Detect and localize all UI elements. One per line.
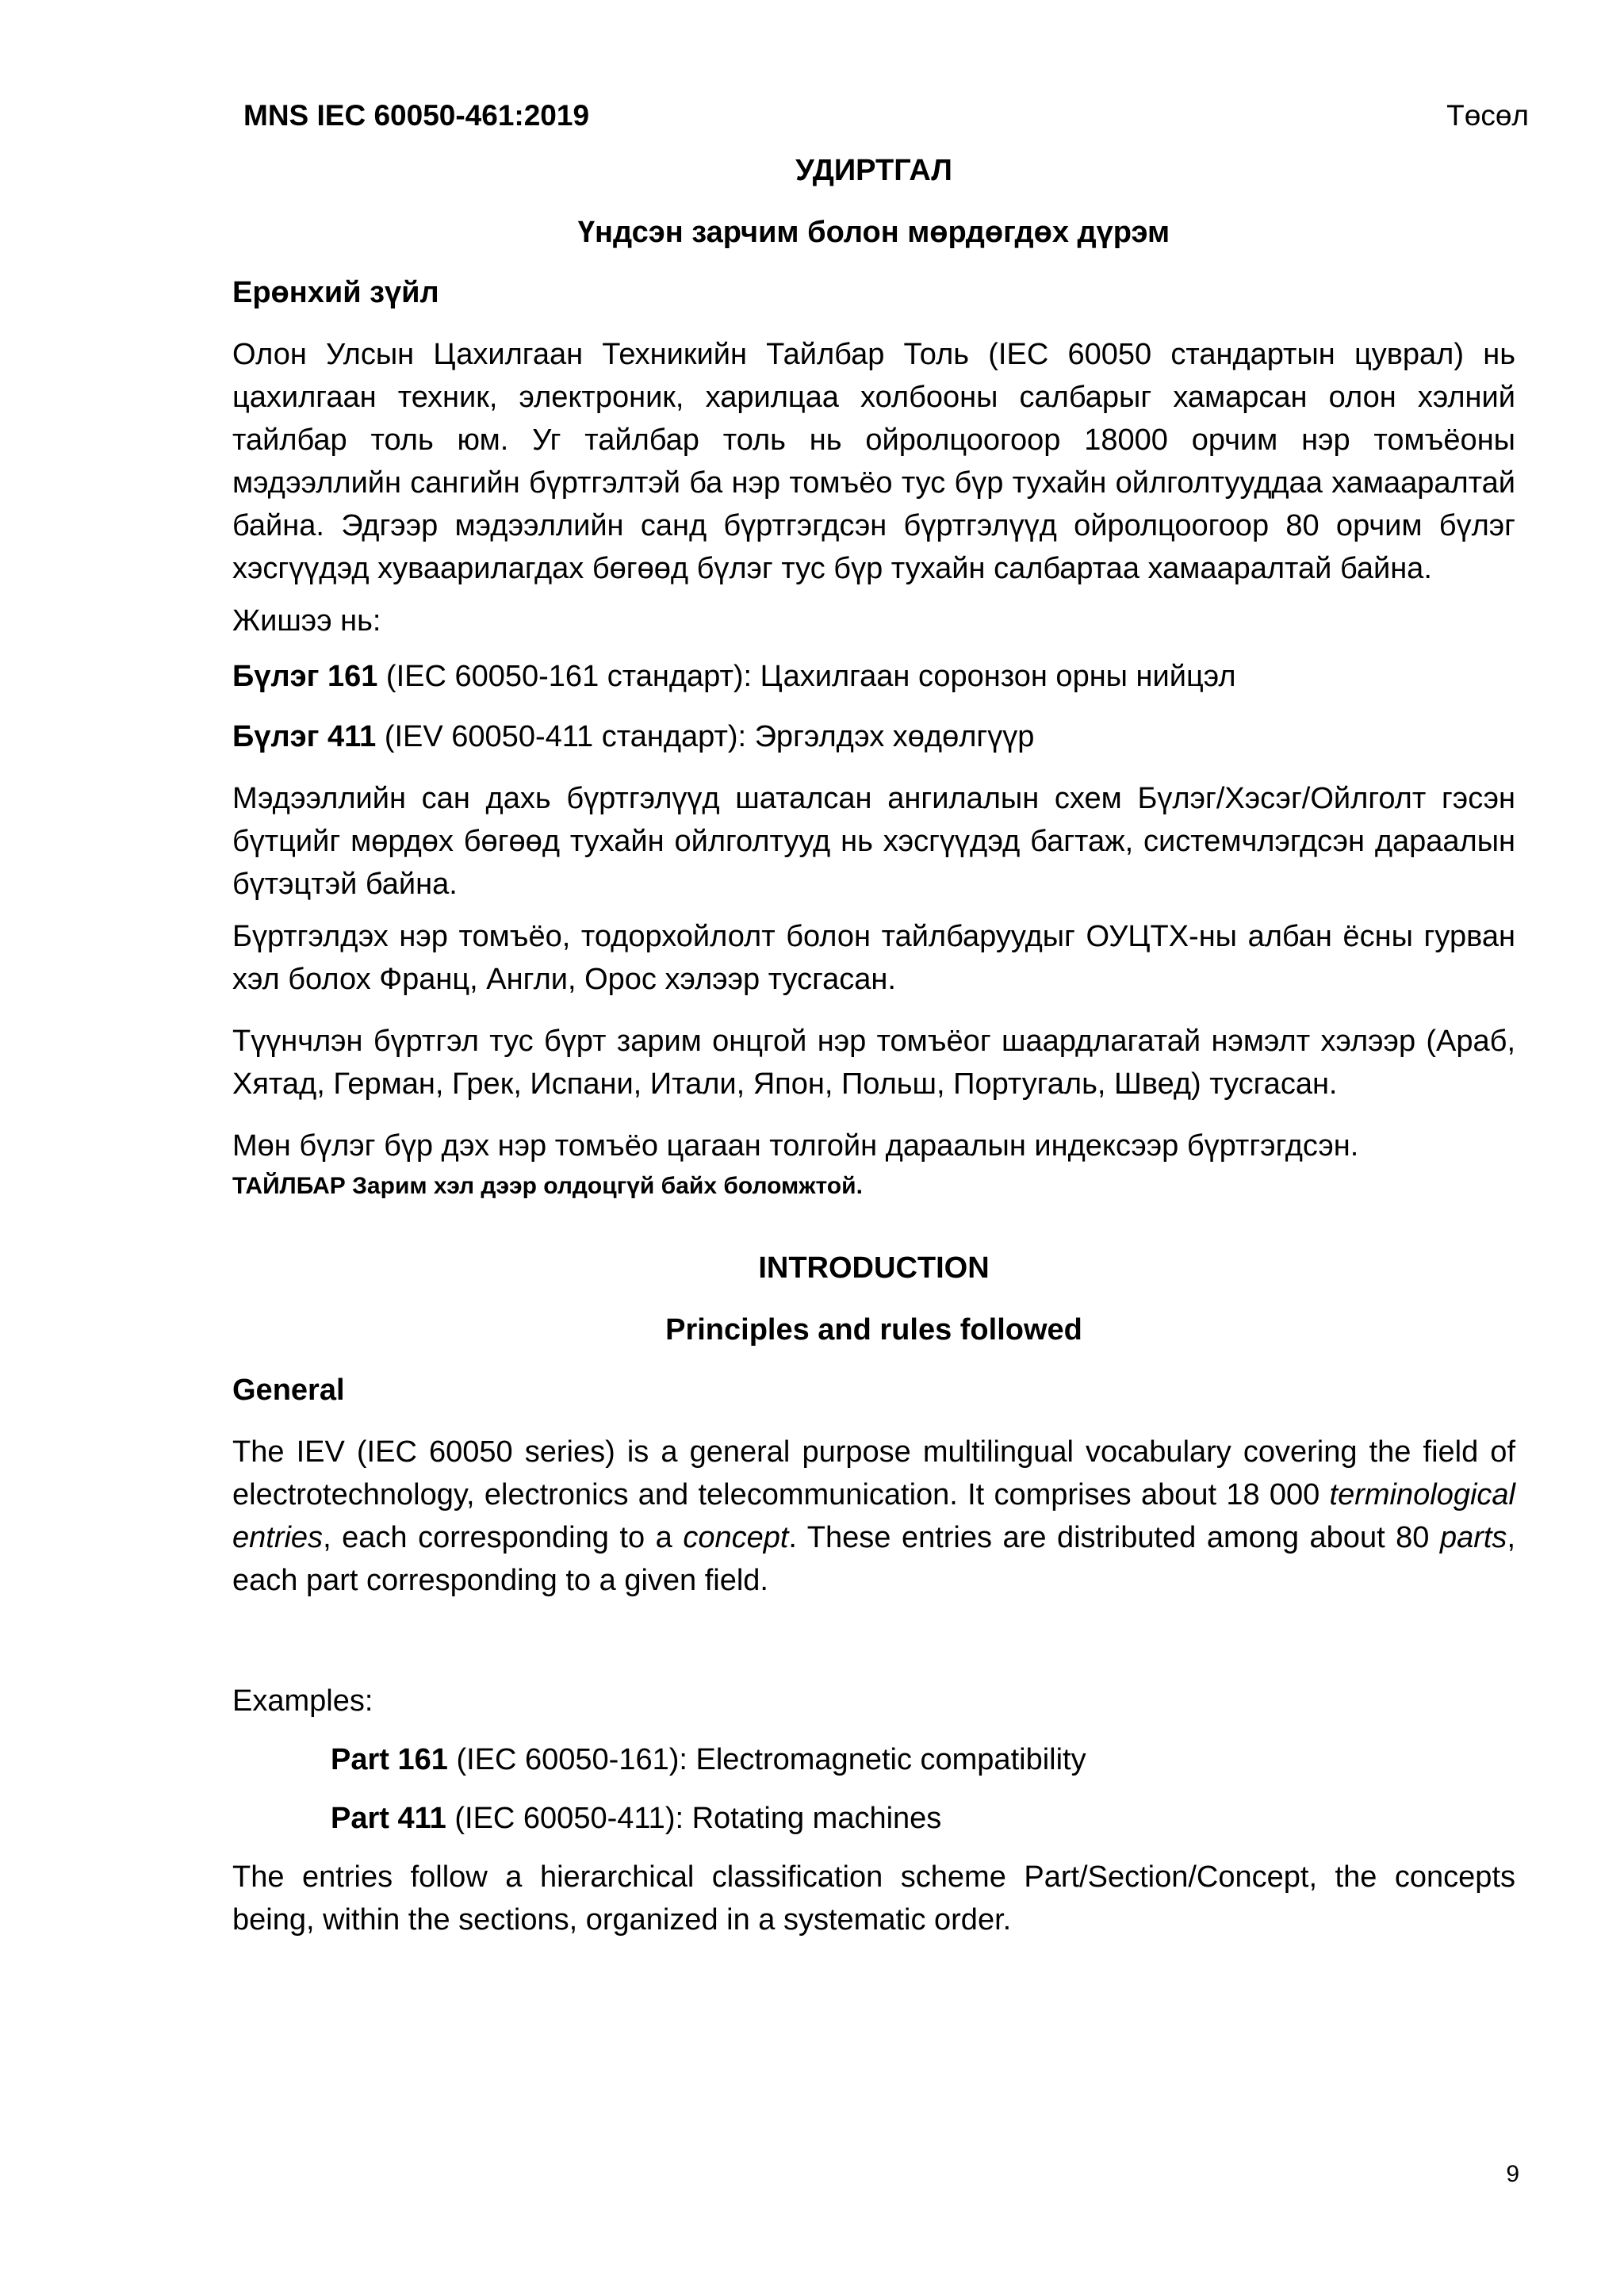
en-term-terminological-entries: terminological entries [232,1478,1515,1554]
mn-example-1-part: Бүлэг 161 [232,660,378,693]
page-content [232,151,1515,1941]
en-paragraph-1-c: . These entries are distributed among about 80 [788,1521,1440,1554]
en-subtitle: Principles and rules followed [665,1313,1082,1347]
mn-title: УДИРТГАЛ [795,154,952,187]
mn-paragraph-1: Олон Улсын Цахилгаан Техникийн Тайлбар Толь (IEC 60050 стандартын цуврал) нь цахилгаан техник, электроник, харилцаа холбооны салбарыг хамарсан олон хэлний тайлбар толь юм. Уг тайлбар толь нь ойролцоогоор 18000 орчим нэр томъёоны мэдээллийн сангийн бүртгэлтэй ба нэр томъёо тус бүр тухайн ойлголтууддаа хамааралтай байна. Эдгээр мэдээллийн санд бүртгэгдсэн бүртгэлүүд ойролцоогоор 80 орчим бүлэг хэсгүүдэд хуваарилагдах бөгөөд бүлэг тус бүр тухайн салбартаа хамааралтай байна. [232,338,1515,585]
en-example-2 [232,1797,1515,1840]
en-example-1 [232,1738,1515,1781]
en-example-1-part: Part 161 [331,1743,448,1776]
standard-id: MNS IEC 60050-461:2019 [243,99,590,132]
en-paragraph-1 [232,1431,1515,1602]
mn-paragraph-5: Мөн бүлэг бүр дэх нэр томъёо цагаан толгойн дараалын индексээр бүртгэгдсэн. [232,1129,1359,1163]
mn-paragraph-2: Мэдээллийн сан дахь бүртгэлүүд шаталсан ангилалын схем Бүлэг/Хэсэг/Ойлголт гэсэн бүтцийг мөрдөх бөгөөд тухайн ойлголтууд нь хэсгүүдэд багтаж, системчлэгдсэн дараалын бүтэцтэй байна. [232,782,1515,901]
en-title: INTRODUCTION [758,1251,990,1285]
mn-note: ТАЙЛБАР Зарим хэл дээр олдоцгүй байх боломжтой. [232,1173,863,1199]
mn-example-2 [232,715,1515,758]
mn-example-1-text: (IEC 60050-161 стандарт): Цахилгаан соронзон орны нийцэл [377,660,1236,693]
mn-general-heading: Ерөнхий зүйл [232,276,439,309]
mn-paragraph-4: Түүнчлэн бүртгэл тус бүрт зарим онцгой нэр томъёог шаардлагатай нэмэлт хэлээр (Араб, Хятад, Герман, Грек, Испани, Итали, Япон, Польш, Португаль, Швед) тусгасан. [232,1025,1515,1101]
mn-subtitle: Үндсэн зарчим болон мөрдөгдөх дүрэм [577,216,1170,249]
en-example-2-part: Part 411 [331,1802,446,1835]
mn-example-2-text: (IEV 60050-411 стандарт): Эргэлдэх хөдөлгүүр [376,720,1035,753]
page-number: 9 [1506,2161,1519,2187]
en-example-1-text: (IEC 60050-161): Electromagnetic compatibility [447,1743,1086,1776]
en-general-heading: General [232,1374,345,1407]
en-paragraph-1-d: , each part corresponding to a given field. [232,1521,1515,1597]
en-paragraph-1-a: The IEV (IEC 60050 series) is a general purpose multilingual vocabulary covering the field of electrotechnology, electronics and telecommunication. It comprises about 18 000 [232,1435,1515,1511]
en-term-concept: concept [683,1521,789,1554]
mn-examples-label: Жишээ нь: [232,604,381,638]
document-status: Төсөл [1446,99,1529,132]
en-term-parts: parts [1439,1521,1507,1554]
mn-paragraph-3: Бүртгэлдэх нэр томъёо, тодорхойлолт болон тайлбаруудыг ОУЦТХ-ны албан ёсны гурван хэл болох Франц, Англи, Орос хэлээр тусгасан. [232,920,1515,996]
mn-example-1 [232,655,1515,698]
en-examples-label: Examples: [232,1684,373,1718]
en-paragraph-2: The entries follow a hierarchical classification scheme Part/Section/Concept, the concepts being, within the sections, organized in a systematic order. [232,1860,1515,1937]
en-example-2-text: (IEC 60050-411): Rotating machines [446,1802,942,1835]
mn-example-2-part: Бүлэг 411 [232,720,377,753]
en-paragraph-1-b: , each corresponding to a [323,1521,684,1554]
